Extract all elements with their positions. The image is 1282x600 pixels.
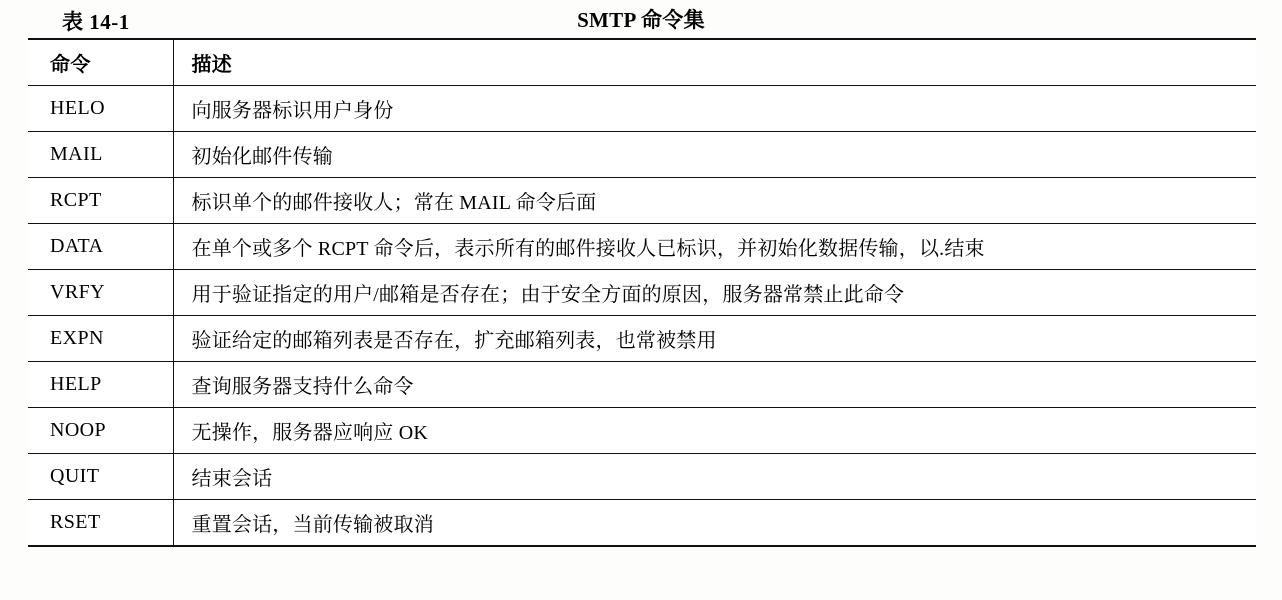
command-text: VRFY	[50, 281, 105, 303]
table-row	[28, 270, 1256, 316]
cell-description	[173, 500, 1256, 547]
description-text: 初始化邮件传输	[191, 146, 333, 168]
description-text: 查询服务器支持什么命令	[191, 376, 414, 398]
table-row	[28, 408, 1256, 454]
table-row	[28, 132, 1256, 178]
table-row	[28, 316, 1256, 362]
command-text: HELP	[50, 373, 102, 395]
table-row	[28, 178, 1256, 224]
column-header-command	[28, 39, 173, 86]
table-row	[28, 86, 1256, 132]
command-text: RSET	[50, 511, 101, 533]
cell-command	[28, 454, 173, 500]
table-row	[28, 454, 1256, 500]
column-header-command-label: 命令	[50, 54, 91, 76]
cell-description	[173, 316, 1256, 362]
table-body	[28, 86, 1256, 547]
cell-description	[173, 178, 1256, 224]
smtp-command-table	[28, 38, 1256, 547]
table-title: SMTP 命令集	[577, 8, 705, 32]
description-text: 无操作，服务器应响应 OK	[191, 422, 428, 444]
cell-description	[173, 270, 1256, 316]
column-header-description	[173, 39, 1256, 86]
description-text: 在单个或多个 RCPT 命令后，表示所有的邮件接收人已标识，并初始化数据传输，以.结束	[191, 238, 985, 260]
cell-command	[28, 224, 173, 270]
description-text: 验证给定的邮箱列表是否存在，扩充邮箱列表，也常被禁用	[191, 330, 717, 352]
cell-description	[173, 224, 1256, 270]
cell-command	[28, 500, 173, 547]
cell-command	[28, 132, 173, 178]
table-caption	[0, 0, 1282, 36]
table-row	[28, 224, 1256, 270]
command-text: RCPT	[50, 189, 102, 211]
cell-command	[28, 270, 173, 316]
cell-command	[28, 408, 173, 454]
table-header-row	[28, 39, 1256, 86]
command-text: MAIL	[50, 143, 103, 165]
command-text: NOOP	[50, 419, 107, 441]
command-text: QUIT	[50, 465, 100, 487]
table-row	[28, 362, 1256, 408]
table-row	[28, 500, 1256, 547]
column-header-description-label: 描述	[191, 54, 232, 76]
cell-description	[173, 86, 1256, 132]
description-text: 标识单个的邮件接收人；常在 MAIL 命令后面	[191, 192, 597, 214]
command-text: EXPN	[50, 327, 104, 349]
cell-description	[173, 408, 1256, 454]
cell-command	[28, 86, 173, 132]
table-header	[28, 39, 1256, 86]
cell-command	[28, 362, 173, 408]
command-text: DATA	[50, 235, 104, 257]
description-text: 向服务器标识用户身份	[191, 100, 394, 122]
cell-description	[173, 132, 1256, 178]
cell-command	[28, 178, 173, 224]
command-text: HELO	[50, 97, 105, 119]
description-text: 结束会话	[191, 468, 273, 490]
description-text: 用于验证指定的用户/邮箱是否存在；由于安全方面的原因，服务器常禁止此命令	[191, 284, 905, 306]
cell-description	[173, 362, 1256, 408]
cell-description	[173, 454, 1256, 500]
cell-command	[28, 316, 173, 362]
table-number-label: 表 14-1	[62, 10, 130, 34]
description-text: 重置会话，当前传输被取消	[191, 514, 434, 536]
